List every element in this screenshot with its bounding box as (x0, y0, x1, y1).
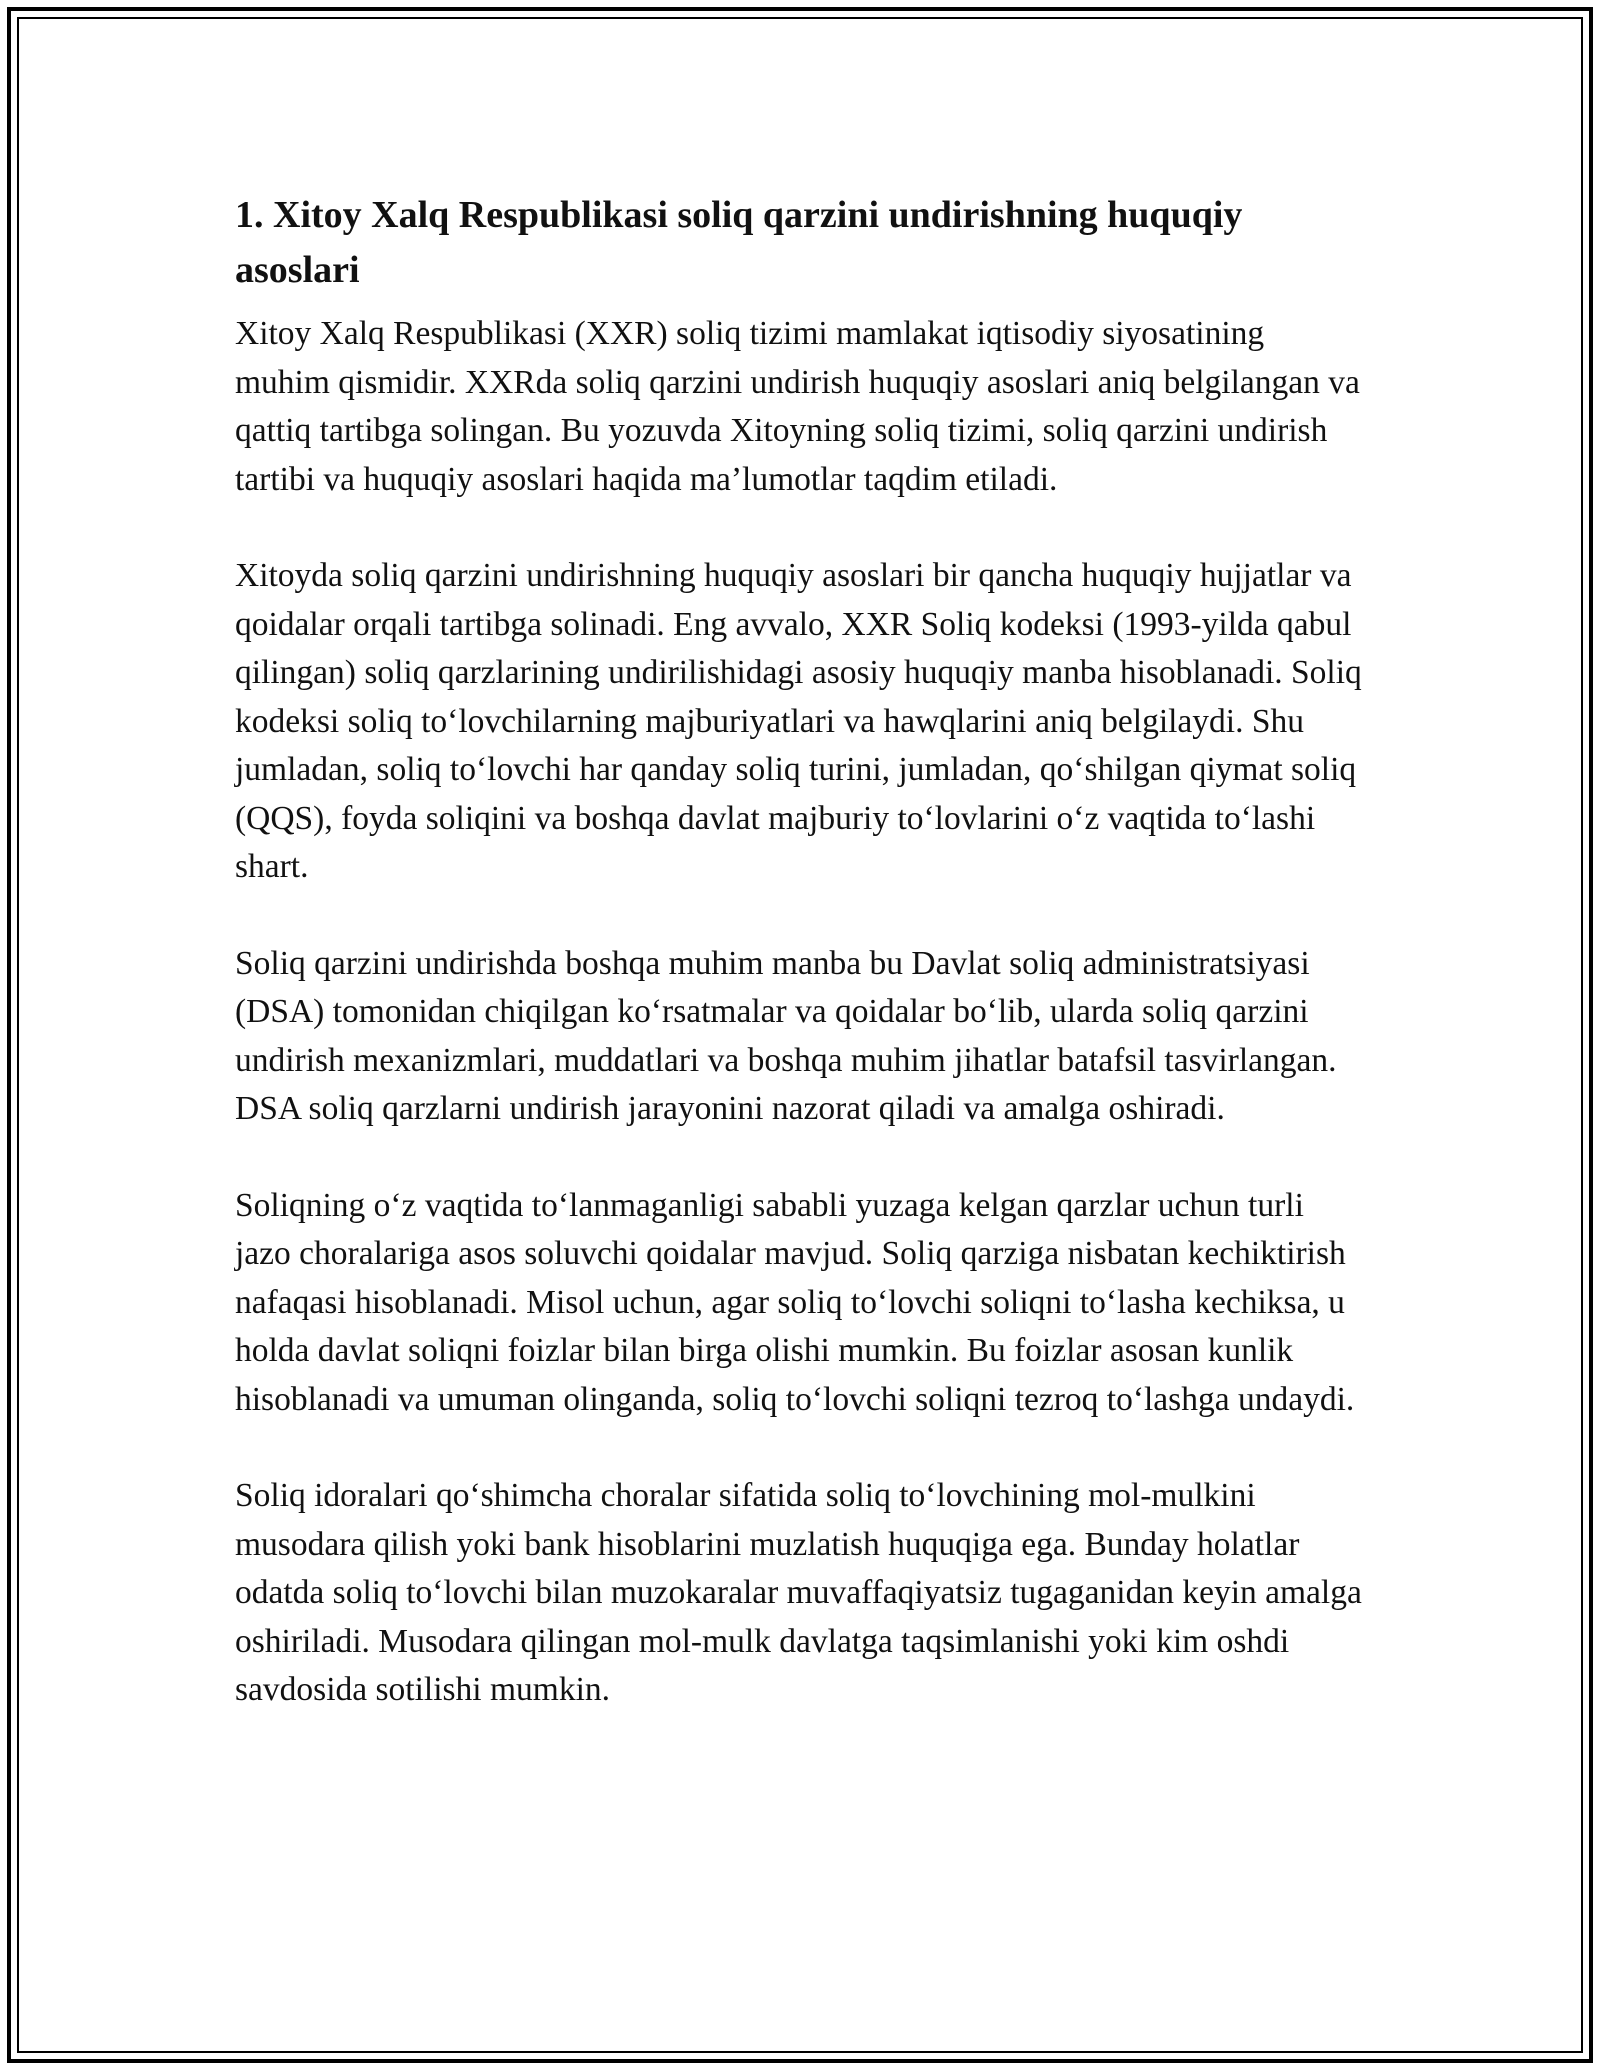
paragraph-confiscation: Soliq idoralari qo‘shimcha choralar sifatida soliq to‘lovchining mol-mulkini musodara qilish yoki bank hisoblarini muzlatish huquqiga ega. Bunday holatlar odatda soliq to‘lovchi bilan muzokaralar muvaffaqiyatsiz tugaganidan keyin amalga oshiriladi. Musodara qilingan mol-mulk davlatga taqsimlanishi yoki kim oshdi savdosida sotilishi mumkin. (235, 1477, 1362, 1708)
paragraph-penalties: Soliqning o‘z vaqtida to‘lanmaganligi sababli yuzaga kelgan qarzlar uchun turli jazo choralariga asos soluvchi qoidalar mavjud. Soliq qarziga nisbatan kechiktirish nafaqasi hisoblanadi. Misol uchun, agar soliq to‘lovchi soliqni to‘lasha kechiksa, u holda davlat soliqni foizlar bilan birga olishi mumkin. Bu foizlar asosan kunlik hisoblanadi va umuman olinganda, soliq to‘lovchi soliqni tezroq to‘lashga undaydi. (235, 1186, 1355, 1418)
paragraph-tax-code: Xitoyda soliq qarzini undirishning huquqiy asoslari bir qancha huquqiy hujjatlar va qoidalar orqali tartibga solinadi. Eng avvalo, XXR Soliq kodeksi (1993-yilda qabul qilingan) soliq qarzlarining undirilishidagi asosiy huquqiy manba hisoblanadi. Soliq kodeksi soliq to‘lovchilarning majburiyatlari va hawqlarini aniq belgilaydi. Shu jumladan, soliq to‘lovchi har qanday soliq turini, jumladan, qo‘shilgan qiymat soliq (QQS), foyda soliqini va boshqa davlat majburiy to‘lovlarini o‘z vaqtida to‘lashi shart. (235, 557, 1362, 885)
document-body (235, 188, 1365, 1763)
paragraph-dsa: Soliq qarzini undirishda boshqa muhim manba bu Davlat soliq administratsiyasi (DSA) tomonidan chiqilgan ko‘rsatmalar va qoidalar bo‘lib, ularda soliq qarzini undirish mexanizmlari, muddatlari va boshqa muhim jihatlar batafsil tasvirlangan. DSA soliq qarzlarni undirish jarayonini nazorat qiladi va amalga oshiradi. (235, 944, 1337, 1127)
section-heading: 1. Xitoy Xalq Respublikasi soliq qarzini undirishning huquqiy asoslari (235, 194, 1243, 291)
paragraph-intro: Xitoy Xalq Respublikasi (XXR) soliq tizimi mamlakat iqtisodiy siyosatining muhim qismidir. XXRda soliq qarzini undirish huquqiy asoslari aniq belgilangan va qattiq tartibga solingan. Bu yozuvda Xitoyning soliq tizimi, soliq qarzini undirish tartibi va huquqiy asoslari haqida ma’lumotlar taqdim etiladi. (235, 315, 1360, 498)
